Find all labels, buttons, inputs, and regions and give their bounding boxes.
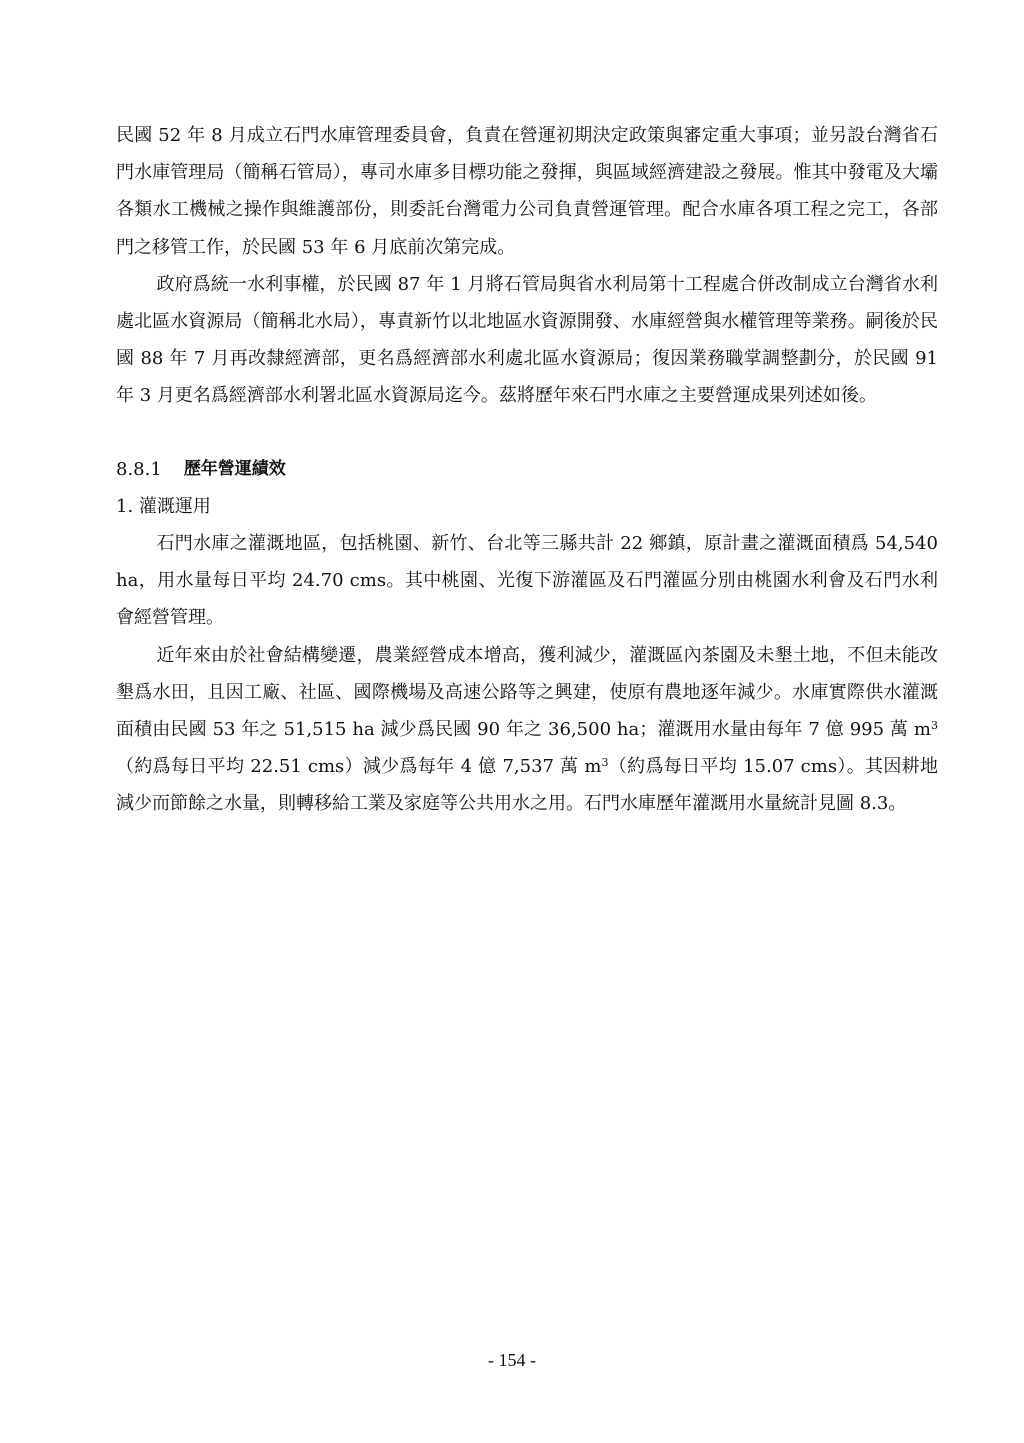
intro-paragraph-2: 政府爲統一水利事權，於民國 87 年 1 月將石管局與省水利局第十工程處合併改制成立台灣省水利處北區水資源局（簡稱北水局），專責新竹以北地區水資源開發、水庫經營與水權管理等業務。嗣後於民國 88 年 7 月再改隸經濟部，更名爲經濟部水利處北區水資源局；復因業務職掌調整劃分，於民國 91 年 3 月更名爲經濟部水利署北區水資源局迄今。茲將歷年來石門水庫之主要營運成果列述如後。	[116, 273, 938, 407]
irrigation-paragraph-2	[116, 637, 938, 823]
subsection-heading: 1. 灌溉運用	[116, 495, 211, 517]
intro-paragraph-1: 民國 52 年 8 月成立石門水庫管理委員會，負責在營運初期決定政策與審定重大事項；並另設台灣省石門水庫管理局（簡稱石管局），專司水庫多目標功能之發揮，與區域經濟建設之發展。惟其中發電及大壩各類水工機械之操作與維護部份，則委託台灣電力公司負責營運管理。配合水庫各項工程之完工，各部門之移管工作，於民國 53 年 6 月底前次第完成。	[116, 125, 938, 258]
irrigation-text-part-2: （約爲每日平均 22.51 cms）減少爲每年 4 億 7,537 萬 m	[116, 756, 602, 778]
irrigation-text-part-3: （約爲每日平均 15.07 cms）。其因耕地減少而節餘之水量，則轉移給工業及家庭等公共用水之用。石門水庫歷年灌溉用水量統計見圖 8.3。	[116, 756, 939, 815]
cubic-superscript-1: 3	[931, 719, 938, 732]
irrigation-paragraph-1: 石門水庫之灌溉地區，包括桃園、新竹、台北等三縣共計 22 鄉鎮，原計畫之灌溉面積爲 54,540 ha，用水量每日平均 24.70 cms。其中桃園、光復下游灌區及石門灌區分別由桃園水利會及石門水利會經營管理。	[116, 533, 938, 629]
section-number: 8.8.1	[116, 458, 162, 480]
section-heading	[116, 451, 938, 488]
irrigation-text-part-1: 近年來由於社會結構變遷，農業經營成本增高，獲利減少，灌溉區內茶園及未墾土地，不但未能改墾爲水田，且因工廠、社區、國際機場及高速公路等之興建，使原有農地逐年減少。水庫實際供水灌溉面積由民國 53 年之 51,515 ha 減少爲民國 90 年之 36,500 ha；灌溉用水量由每年 7 億 995 萬 m	[116, 644, 938, 741]
cubic-superscript-2: 3	[601, 756, 609, 770]
section-title: 歷年營運績效	[183, 458, 286, 479]
page-number: - 154 -	[488, 1350, 536, 1370]
page-content	[116, 117, 938, 823]
